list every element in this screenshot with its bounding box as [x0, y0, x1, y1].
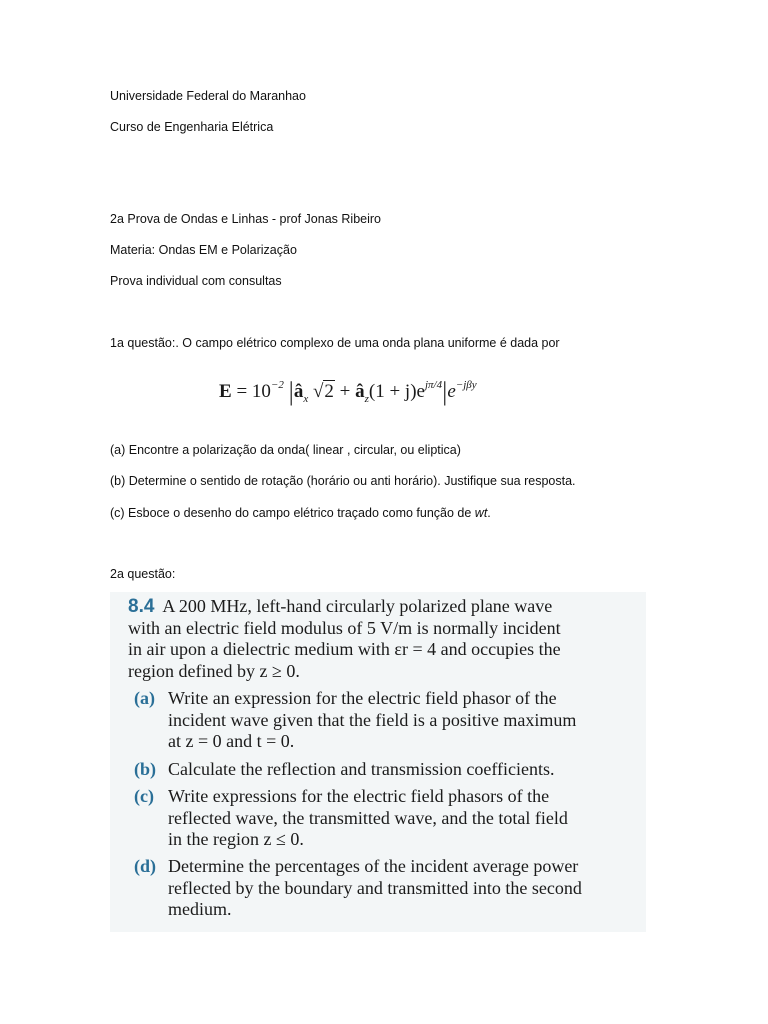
formula-ax-sub: x	[303, 393, 309, 405]
q2-item-text	[168, 786, 638, 851]
exam-subject: Materia: Ondas EM e Polarização	[110, 243, 297, 257]
formula-exp1: −2	[270, 379, 284, 391]
formula-az-sub: z	[364, 393, 369, 405]
q1-item-c	[110, 505, 491, 521]
formula-sqrt-arg: 2	[324, 381, 334, 402]
q2-item-line: Determine the percentages of the incident average power	[168, 856, 579, 876]
formula-sqrt: √2	[312, 381, 334, 402]
university-name: Universidade Federal do Maranhao	[110, 89, 306, 103]
q1-statement: 1a questão:. O campo elétrico complexo de uma onda plana uniforme é dada por	[110, 336, 560, 350]
q2-problem-statement	[128, 596, 638, 682]
q1-formula	[219, 377, 477, 407]
q2-item-line: in the region z ≤ 0.	[168, 829, 304, 849]
q2-item-text	[168, 856, 638, 921]
q2-item-line: incident wave given that the field is a positive maximum	[168, 709, 577, 730]
q2-label: 2a questão:	[110, 567, 176, 581]
exam-mode: Prova individual com consultas	[110, 274, 282, 288]
q2-item-text	[168, 688, 638, 753]
q1-item-c-prefix: (c) Esboce o desenho do campo elétrico traçado como função de	[110, 506, 475, 520]
formula-ax: â	[293, 381, 304, 402]
formula-az: â	[355, 381, 365, 402]
q1-item-b: (b) Determine o sentido de rotação (horário ou anti horário). Justifique sua resposta.	[110, 474, 576, 488]
q2-item-label: (c)	[134, 786, 154, 806]
exam-title: 2a Prova de Ondas e Linhas - prof Jonas Ribeiro	[110, 212, 381, 226]
course-name: Curso de Engenharia Elétrica	[110, 120, 274, 134]
formula-e: e	[447, 381, 456, 402]
q1-item-a: (a) Encontre a polarização da onda( linear , circular, ou eliptica)	[110, 443, 461, 457]
formula-exp2: jπ/4	[424, 379, 443, 391]
q2-item-line: Calculate the reflection and transmission coefficients.	[168, 759, 555, 779]
q2-problem-number: 8.4	[128, 596, 155, 617]
q2-item-line: reflected wave, the transmitted wave, and the total field	[168, 807, 568, 828]
formula-open-bar: |	[288, 377, 294, 406]
q2-problem-image	[110, 592, 646, 932]
formula-factor: (1 + j)e	[368, 381, 425, 402]
q2-problem-line: with an electric field modulus of 5 V/m is normally incident	[128, 617, 561, 638]
formula-close-bar: |	[442, 377, 448, 406]
q2-problem-line-text: A 200 MHz, left-hand circularly polarized plane wave	[162, 596, 553, 616]
formula-lhs: E	[219, 381, 232, 402]
q2-item-line: Write expressions for the electric field phasors of the	[168, 786, 550, 806]
formula-exp3: −jβy	[455, 379, 477, 391]
q2-item-line: at z = 0 and t = 0.	[168, 731, 295, 751]
q2-item-label: (a)	[134, 688, 155, 708]
q2-item-label: (d)	[134, 856, 156, 876]
formula-eq: = 10	[236, 381, 271, 402]
q2-item-text	[168, 759, 638, 781]
q2-item-line: medium.	[168, 899, 232, 919]
q2-item-label: (b)	[134, 759, 156, 779]
q2-problem-line	[128, 596, 638, 618]
formula-plus: +	[339, 381, 351, 402]
q2-problem-line: in air upon a dielectric medium with εr = 4 and occupies the	[128, 639, 561, 659]
q1-item-c-var: wt	[474, 506, 488, 520]
q2-problem-line: region defined by z ≥ 0.	[128, 660, 300, 681]
q2-item-line: Write an expression for the electric field phasor of the	[168, 688, 557, 708]
q1-item-c-suffix: .	[487, 506, 491, 520]
q2-item-line: reflected by the boundary and transmitted into the second	[168, 877, 582, 898]
